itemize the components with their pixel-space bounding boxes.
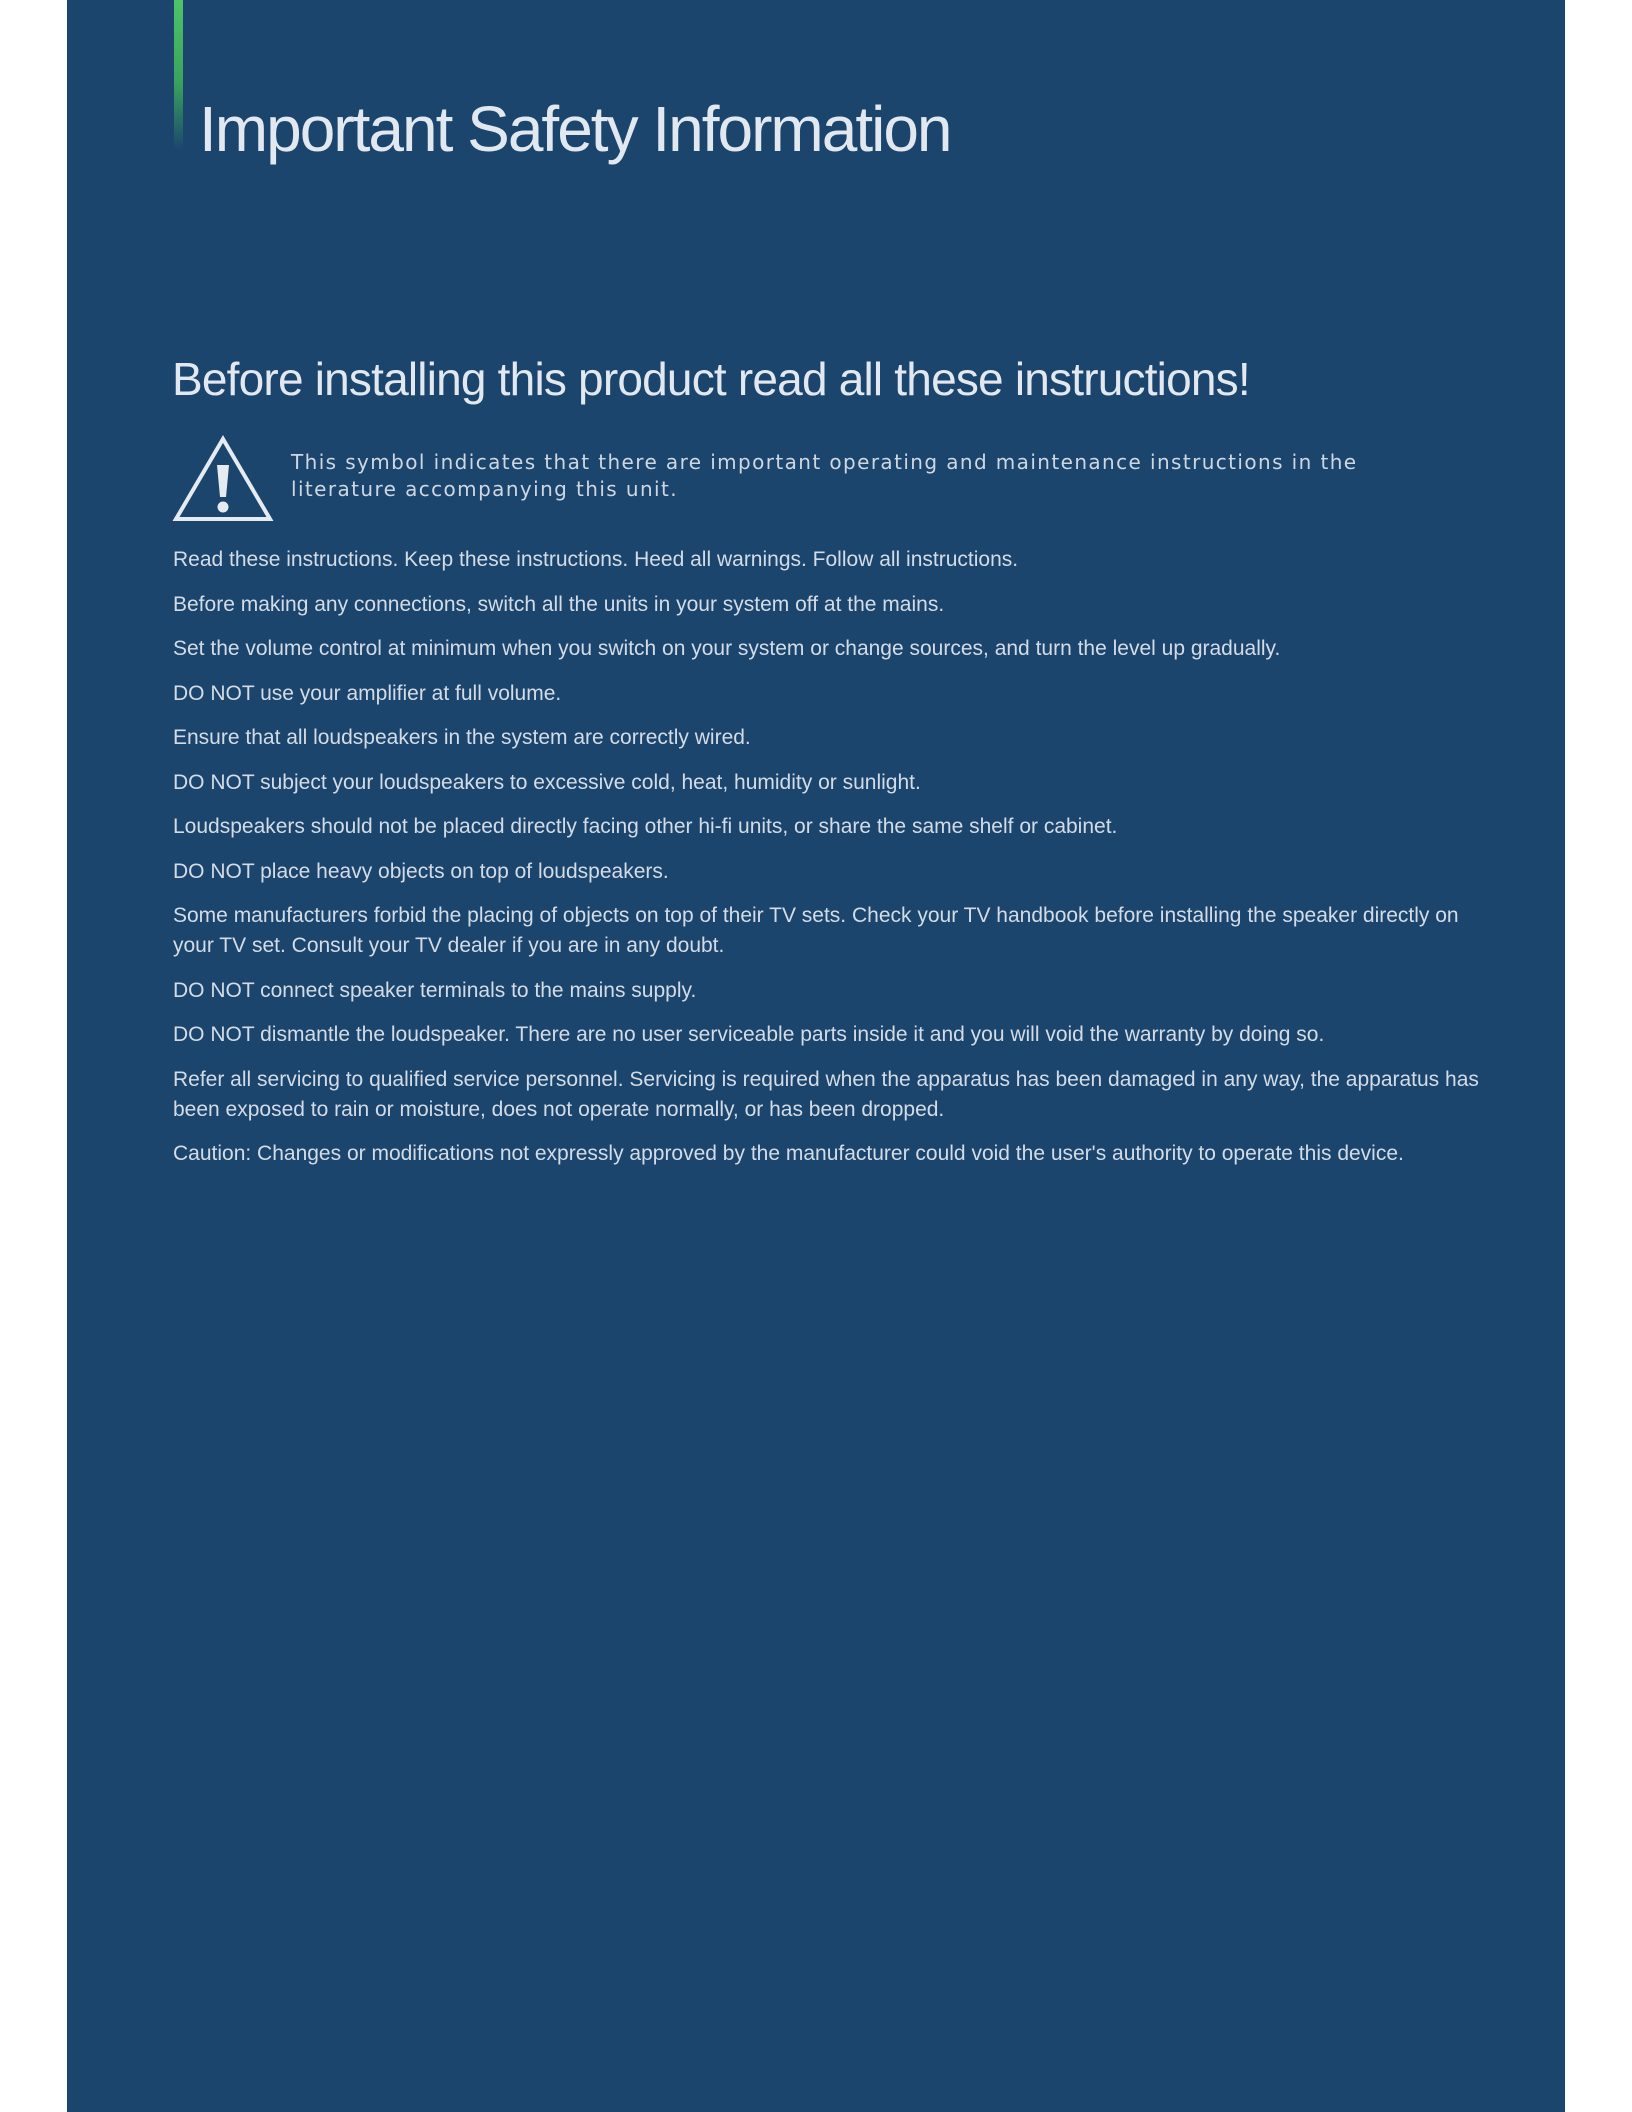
title-accent-bar <box>174 0 183 150</box>
symbol-explanation: This symbol indicates that there are important operating and maintenance instructions in the literature accompanying this unit. <box>291 450 1358 501</box>
instruction-item: Read these instructions. Keep these instructions. Heed all warnings. Follow all instructions. <box>173 548 1019 571</box>
instruction-item: Some manufacturers forbid the placing of objects on top of their TV sets. Check your TV handbook before installing the speaker directly on your TV set. Consult your TV dealer if you are in any doubt. <box>173 904 1459 957</box>
instruction-item: DO NOT connect speaker terminals to the mains supply. <box>173 978 697 1002</box>
instruction-item: DO NOT place heavy objects on top of loudspeakers. <box>173 859 669 883</box>
document-page <box>67 0 1565 2112</box>
section-heading: Before installing this product read all these instructions! <box>172 353 1250 405</box>
instruction-item: DO NOT use your amplifier at full volume. <box>173 681 562 705</box>
warning-symbol-notice <box>172 435 1472 525</box>
page-title: Important Safety Information <box>199 93 951 165</box>
safety-instructions-list <box>173 545 1483 1184</box>
instruction-item: DO NOT subject your loudspeakers to excessive cold, heat, humidity or sunlight. <box>173 770 921 794</box>
instruction-item: Set the volume control at minimum when you switch on your system or change sources, and turn the level up gradually. <box>173 637 1281 660</box>
instruction-item: Loudspeakers should not be placed directly facing other hi-fi units, or share the same shelf or cabinet. <box>173 815 1118 838</box>
warning-triangle-icon <box>172 435 274 523</box>
instruction-item: Before making any connections, switch all the units in your system off at the mains. <box>173 592 945 616</box>
instruction-item: Ensure that all loudspeakers in the system are correctly wired. <box>173 726 751 749</box>
instruction-item: Caution: Changes or modifications not expressly approved by the manufacturer could void the user's authority to operate this device. <box>173 1142 1404 1165</box>
instruction-item: Refer all servicing to qualified service personnel. Servicing is required when the apparatus has been damaged in any way, the apparatus has been exposed to rain or moisture, does not operate normally, or has been dropped. <box>173 1067 1479 1121</box>
instruction-item: DO NOT dismantle the loudspeaker. There are no user serviceable parts inside it and you will void the warranty by doing so. <box>173 1023 1325 1046</box>
